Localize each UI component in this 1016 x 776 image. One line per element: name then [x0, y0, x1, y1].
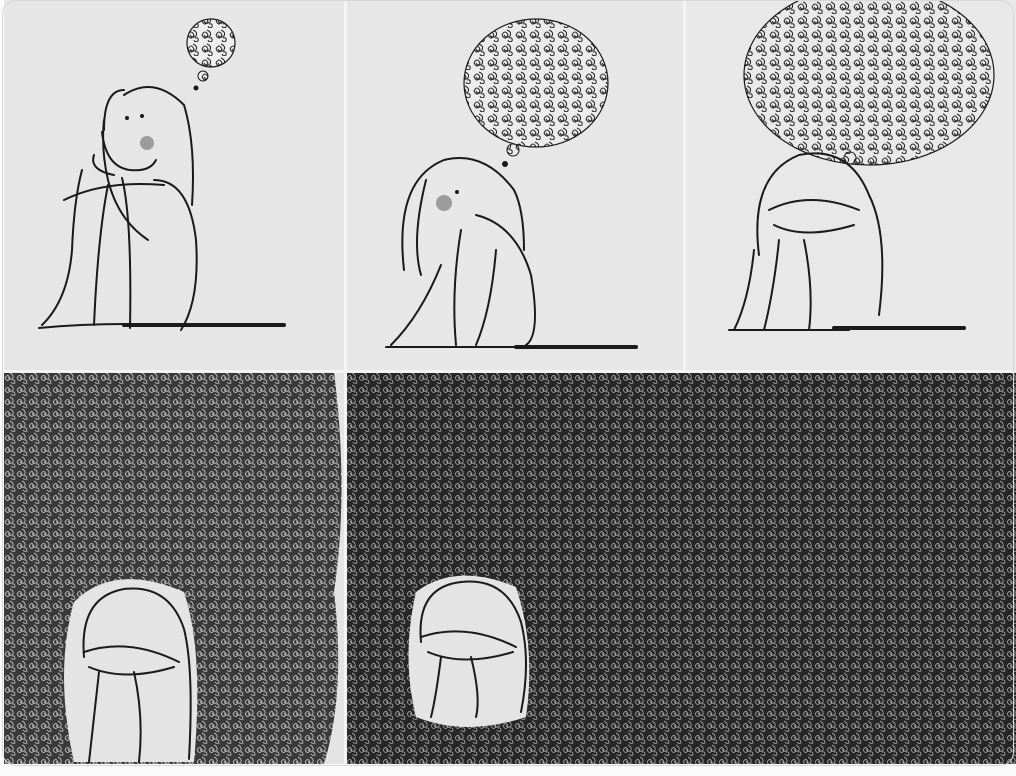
thought-cloud-small — [187, 19, 235, 91]
girl-figure — [729, 153, 964, 330]
eye — [455, 190, 459, 194]
figure-light — [409, 576, 530, 727]
panel-4 — [4, 372, 346, 764]
panel-2 — [346, 0, 684, 372]
girl-figure — [386, 158, 636, 347]
engulfing-cloud — [4, 372, 342, 764]
panel-3 — [684, 0, 1016, 372]
thought-cloud-medium — [464, 19, 608, 167]
gutter — [344, 372, 347, 764]
panel-5 — [346, 372, 1016, 764]
cheek — [436, 195, 452, 211]
gutter — [344, 0, 347, 372]
cheek — [140, 136, 154, 150]
eye — [140, 114, 144, 118]
thought-cloud-large — [744, 0, 994, 165]
panel-1 — [4, 0, 346, 372]
girl-figure — [39, 87, 284, 330]
gutter — [4, 370, 1016, 373]
gutter — [683, 0, 686, 372]
eye — [125, 116, 129, 120]
